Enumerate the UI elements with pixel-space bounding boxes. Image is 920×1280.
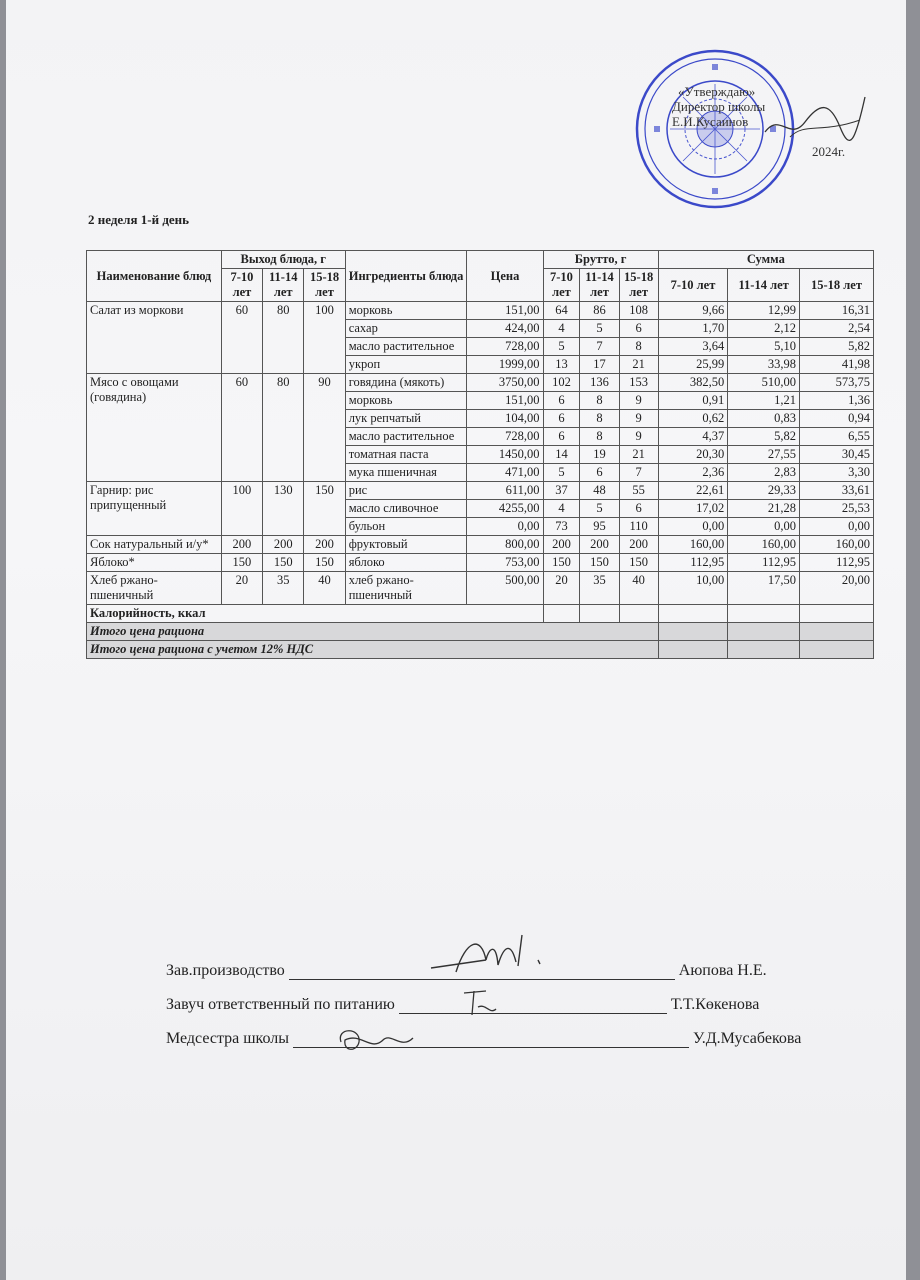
gross-cell: 55 <box>619 482 658 500</box>
gross-cell: 14 <box>543 446 580 464</box>
table-row <box>87 302 874 320</box>
output-cell: 200 <box>221 536 262 554</box>
sum-cell: 12,99 <box>728 302 800 320</box>
sum-cell: 5,10 <box>728 338 800 356</box>
ingredient-cell: хлеб ржано-пшеничный <box>345 572 467 605</box>
ingredient-cell: морковь <box>345 302 467 320</box>
ingredient-cell: рис <box>345 482 467 500</box>
output-cell: 150 <box>221 554 262 572</box>
gross-cell: 21 <box>619 356 658 374</box>
gross-cell: 200 <box>619 536 658 554</box>
header-gross: Брутто, г <box>543 251 658 269</box>
sum-cell: 0,83 <box>728 410 800 428</box>
table-row <box>87 572 874 605</box>
signature-role: Зав.производство <box>166 962 285 979</box>
price-cell: 4255,00 <box>467 500 543 518</box>
gross-cell: 4 <box>543 500 580 518</box>
sum-cell: 27,55 <box>728 446 800 464</box>
ingredient-cell: фруктовый <box>345 536 467 554</box>
sum-cell: 510,00 <box>728 374 800 392</box>
signature-name: У.Д.Мусабекова <box>693 1030 802 1047</box>
sum-cell: 0,94 <box>800 410 874 428</box>
output-cell: 150 <box>304 554 345 572</box>
approval-line-2: Директор школы <box>672 99 766 114</box>
handwritten-signature-3 <box>331 1022 421 1058</box>
dish-name-cell: Сок натуральный и/у* <box>87 536 222 554</box>
gross-cell: 8 <box>580 428 619 446</box>
sum-cell: 1,36 <box>800 392 874 410</box>
gross-cell: 48 <box>580 482 619 500</box>
document-page <box>6 0 906 1280</box>
sum-cell: 160,00 <box>728 536 800 554</box>
sum-cell: 25,53 <box>800 500 874 518</box>
gross-cell: 8 <box>619 338 658 356</box>
dish-name-cell: Мясо с овощами (говядина) <box>87 374 222 482</box>
sum-cell: 112,95 <box>728 554 800 572</box>
price-cell: 151,00 <box>467 392 543 410</box>
output-cell: 100 <box>304 302 345 374</box>
price-cell: 424,00 <box>467 320 543 338</box>
approval-line-1: «Утверждаю» <box>678 84 756 99</box>
gross-cell: 6 <box>619 500 658 518</box>
sum-cell: 0,00 <box>658 518 728 536</box>
ingredient-cell: говядина (мякоть) <box>345 374 467 392</box>
menu-table-body <box>87 302 874 605</box>
sum-cell: 30,45 <box>800 446 874 464</box>
output-cell: 100 <box>221 482 262 536</box>
price-cell: 611,00 <box>467 482 543 500</box>
header-gross-age: 7-10 лет <box>543 269 580 302</box>
signature-line-nurse <box>166 1030 801 1048</box>
table-row <box>87 536 874 554</box>
price-cell: 1999,00 <box>467 356 543 374</box>
ingredient-cell: лук репчатый <box>345 410 467 428</box>
gross-cell: 86 <box>580 302 619 320</box>
gross-cell: 9 <box>619 410 658 428</box>
sum-cell: 2,36 <box>658 464 728 482</box>
sum-cell: 112,95 <box>658 554 728 572</box>
signature-name: Т.Т.Көкенова <box>670 996 760 1013</box>
sum-cell: 21,28 <box>728 500 800 518</box>
ingredient-cell: сахар <box>345 320 467 338</box>
ingredient-cell: морковь <box>345 392 467 410</box>
header-price: Цена <box>467 251 543 302</box>
gross-cell: 6 <box>543 428 580 446</box>
sum-cell: 16,31 <box>800 302 874 320</box>
dish-name-cell: Хлеб ржано-пшеничный <box>87 572 222 605</box>
signature-role: Завуч ответственный по питанию <box>166 996 395 1013</box>
table-row <box>87 482 874 500</box>
price-cell: 1450,00 <box>467 446 543 464</box>
gross-cell: 9 <box>619 392 658 410</box>
sum-cell: 160,00 <box>658 536 728 554</box>
output-cell: 90 <box>304 374 345 482</box>
gross-cell: 5 <box>543 338 580 356</box>
sum-cell: 5,82 <box>800 338 874 356</box>
handwritten-signature-1 <box>426 930 556 980</box>
sum-cell: 3,64 <box>658 338 728 356</box>
gross-cell: 136 <box>580 374 619 392</box>
sum-cell: 0,62 <box>658 410 728 428</box>
sum-cell: 33,98 <box>728 356 800 374</box>
gross-cell: 95 <box>580 518 619 536</box>
gross-cell: 153 <box>619 374 658 392</box>
gross-cell: 9 <box>619 428 658 446</box>
sum-cell: 573,75 <box>800 374 874 392</box>
gross-cell: 108 <box>619 302 658 320</box>
gross-cell: 17 <box>580 356 619 374</box>
output-cell: 200 <box>263 536 304 554</box>
sum-cell: 2,54 <box>800 320 874 338</box>
sum-cell: 25,99 <box>658 356 728 374</box>
header-ingredients: Ингредиенты блюда <box>345 251 467 302</box>
gross-cell: 200 <box>543 536 580 554</box>
price-cell: 728,00 <box>467 338 543 356</box>
header-sum-age: 11-14 лет <box>728 269 800 302</box>
output-cell: 60 <box>221 374 262 482</box>
gross-cell: 4 <box>543 320 580 338</box>
output-cell: 35 <box>263 572 304 605</box>
header-sum-age: 15-18 лет <box>800 269 874 302</box>
header-sum-age: 7-10 лет <box>658 269 728 302</box>
output-cell: 20 <box>221 572 262 605</box>
sum-cell: 29,33 <box>728 482 800 500</box>
output-cell: 80 <box>263 374 304 482</box>
gross-cell: 6 <box>580 464 619 482</box>
gross-cell: 73 <box>543 518 580 536</box>
approval-line-3: Е.И.Кусаинов <box>672 114 749 129</box>
header-sum: Сумма <box>658 251 873 269</box>
sum-cell: 0,00 <box>728 518 800 536</box>
header-output-age: 7-10 лет <box>221 269 262 302</box>
output-cell: 150 <box>263 554 304 572</box>
gross-cell: 150 <box>580 554 619 572</box>
output-cell: 80 <box>263 302 304 374</box>
gross-cell: 40 <box>619 572 658 605</box>
price-cell: 0,00 <box>467 518 543 536</box>
total-label: Итого цена рациона <box>87 623 659 641</box>
gross-cell: 37 <box>543 482 580 500</box>
sum-cell: 20,00 <box>800 572 874 605</box>
price-cell: 753,00 <box>467 554 543 572</box>
signature-role: Медсестра школы <box>166 1030 290 1047</box>
output-cell: 60 <box>221 302 262 374</box>
menu-table <box>86 250 874 659</box>
total-vat-label: Итого цена рациона с учетом 12% НДС <box>87 641 659 659</box>
output-cell: 130 <box>263 482 304 536</box>
sum-cell: 17,02 <box>658 500 728 518</box>
gross-cell: 102 <box>543 374 580 392</box>
sum-cell: 382,50 <box>658 374 728 392</box>
week-day-title: 2 неделя 1-й день <box>88 212 190 227</box>
gross-cell: 150 <box>543 554 580 572</box>
sum-cell: 9,66 <box>658 302 728 320</box>
output-cell: 40 <box>304 572 345 605</box>
total-row <box>87 623 874 641</box>
sum-cell: 20,30 <box>658 446 728 464</box>
sum-cell: 1,21 <box>728 392 800 410</box>
table-row <box>87 554 874 572</box>
header-dish: Наименование блюд <box>87 251 222 302</box>
ingredient-cell: яблоко <box>345 554 467 572</box>
header-output: Выход блюда, г <box>221 251 345 269</box>
ingredient-cell: масло растительное <box>345 338 467 356</box>
output-cell: 200 <box>304 536 345 554</box>
gross-cell: 7 <box>619 464 658 482</box>
ingredient-cell: бульон <box>345 518 467 536</box>
price-cell: 728,00 <box>467 428 543 446</box>
gross-cell: 5 <box>580 320 619 338</box>
price-cell: 471,00 <box>467 464 543 482</box>
gross-cell: 64 <box>543 302 580 320</box>
sum-cell: 112,95 <box>800 554 874 572</box>
gross-cell: 6 <box>543 410 580 428</box>
price-cell: 151,00 <box>467 302 543 320</box>
ingredient-cell: масло растительное <box>345 428 467 446</box>
ingredient-cell: укроп <box>345 356 467 374</box>
dish-name-cell: Яблоко* <box>87 554 222 572</box>
signature-name: Аюпова Н.Е. <box>678 962 767 979</box>
sum-cell: 1,70 <box>658 320 728 338</box>
sum-cell: 41,98 <box>800 356 874 374</box>
sum-cell: 0,00 <box>800 518 874 536</box>
dish-name-cell: Салат из моркови <box>87 302 222 374</box>
sum-cell: 4,37 <box>658 428 728 446</box>
gross-cell: 6 <box>543 392 580 410</box>
approval-year: 2024г. <box>812 144 846 159</box>
sum-cell: 160,00 <box>800 536 874 554</box>
gross-cell: 200 <box>580 536 619 554</box>
sum-cell: 5,82 <box>728 428 800 446</box>
sum-cell: 2,83 <box>728 464 800 482</box>
sum-cell: 10,00 <box>658 572 728 605</box>
header-gross-age: 15-18 лет <box>619 269 658 302</box>
gross-cell: 35 <box>580 572 619 605</box>
price-cell: 800,00 <box>467 536 543 554</box>
gross-cell: 8 <box>580 410 619 428</box>
gross-cell: 150 <box>619 554 658 572</box>
header-gross-age: 11-14 лет <box>580 269 619 302</box>
output-cell: 150 <box>304 482 345 536</box>
kcal-label: Калорийность, ккал <box>87 605 544 623</box>
gross-cell: 6 <box>619 320 658 338</box>
approval-block <box>672 84 846 159</box>
gross-cell: 5 <box>543 464 580 482</box>
gross-cell: 110 <box>619 518 658 536</box>
price-cell: 104,00 <box>467 410 543 428</box>
sum-cell: 2,12 <box>728 320 800 338</box>
ingredient-cell: томатная паста <box>345 446 467 464</box>
sum-cell: 17,50 <box>728 572 800 605</box>
gross-cell: 8 <box>580 392 619 410</box>
director-signature <box>760 92 870 152</box>
gross-cell: 19 <box>580 446 619 464</box>
ingredient-cell: масло сливочное <box>345 500 467 518</box>
header-output-age: 11-14 лет <box>263 269 304 302</box>
price-cell: 500,00 <box>467 572 543 605</box>
kcal-row <box>87 605 874 623</box>
gross-cell: 5 <box>580 500 619 518</box>
header-output-age: 15-18 лет <box>304 269 345 302</box>
gross-cell: 21 <box>619 446 658 464</box>
gross-cell: 13 <box>543 356 580 374</box>
gross-cell: 7 <box>580 338 619 356</box>
total-vat-row <box>87 641 874 659</box>
ingredient-cell: мука пшеничная <box>345 464 467 482</box>
sum-cell: 6,55 <box>800 428 874 446</box>
sum-cell: 3,30 <box>800 464 874 482</box>
sum-cell: 22,61 <box>658 482 728 500</box>
table-row <box>87 374 874 392</box>
price-cell: 3750,00 <box>467 374 543 392</box>
sum-cell: 0,91 <box>658 392 728 410</box>
gross-cell: 20 <box>543 572 580 605</box>
handwritten-signature-2 <box>456 985 506 1025</box>
dish-name-cell: Гарнир: рис припущенный <box>87 482 222 536</box>
sum-cell: 33,61 <box>800 482 874 500</box>
